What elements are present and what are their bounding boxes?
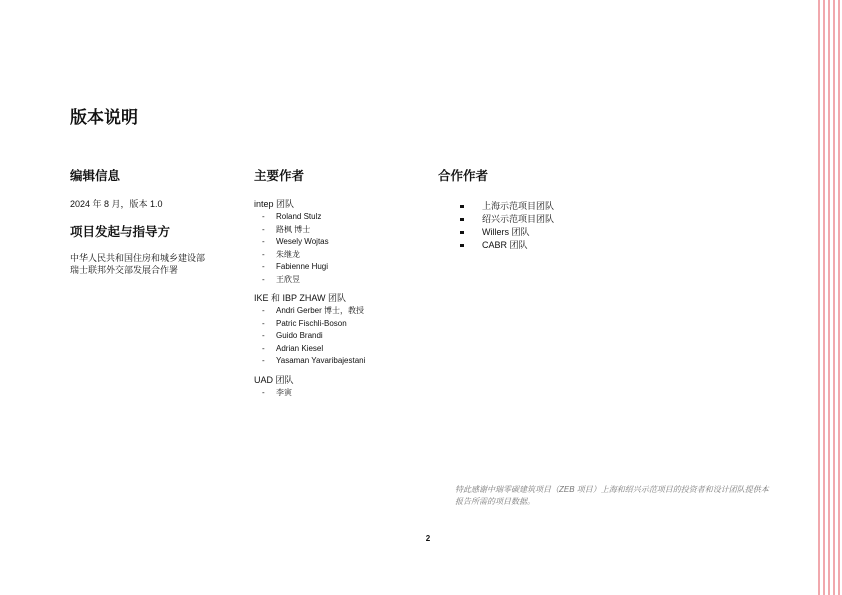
dash-marker: - bbox=[262, 343, 265, 353]
author-group-intep bbox=[254, 198, 424, 286]
square-bullet-icon bbox=[460, 205, 464, 209]
list-item bbox=[254, 318, 424, 331]
list-item bbox=[438, 213, 638, 226]
decorative-edge-stripes bbox=[816, 0, 842, 595]
author-name: 朱继龙 bbox=[276, 249, 300, 259]
edit-info-column bbox=[70, 168, 240, 276]
list-item bbox=[254, 330, 424, 343]
co-authors-column bbox=[438, 168, 638, 252]
square-bullet-icon bbox=[460, 244, 464, 248]
edition-date: 2024 年 8 月，版本 1.0 bbox=[70, 199, 163, 209]
dash-marker: - bbox=[262, 224, 265, 234]
author-group-uad bbox=[254, 374, 424, 400]
list-item bbox=[438, 239, 638, 252]
list-item bbox=[254, 236, 424, 249]
co-author-name: 上海示范项目团队 bbox=[482, 201, 555, 211]
co-authors-heading: 合作作者 bbox=[438, 169, 489, 183]
list-item bbox=[254, 305, 424, 318]
co-author-name: 绍兴示范项目团队 bbox=[482, 214, 555, 224]
list-item bbox=[254, 211, 424, 224]
list-item bbox=[254, 274, 424, 287]
list-item bbox=[438, 200, 638, 213]
list-item bbox=[254, 249, 424, 262]
square-bullet-icon bbox=[460, 231, 464, 235]
co-author-list bbox=[438, 200, 638, 252]
author-name: 路枫 博士 bbox=[276, 224, 311, 234]
list-item bbox=[254, 355, 424, 368]
author-name: Roland Stulz bbox=[276, 212, 322, 221]
dash-marker: - bbox=[262, 212, 265, 221]
dash-marker: - bbox=[262, 262, 265, 271]
author-name: Guido Brandi bbox=[276, 331, 323, 340]
list-item bbox=[254, 224, 424, 237]
author-name: Fabienne Hugi bbox=[276, 262, 329, 271]
page-number: 2 bbox=[425, 534, 431, 543]
author-list bbox=[254, 387, 424, 400]
main-authors-column bbox=[254, 168, 424, 399]
dash-marker: - bbox=[262, 387, 265, 397]
sponsor-heading: 项目发起与指导方 bbox=[70, 225, 171, 239]
co-author-name: CABR 团队 bbox=[482, 240, 528, 250]
author-name: Yasaman Yavaribajestani bbox=[276, 356, 366, 365]
author-group-ike-ibp bbox=[254, 292, 424, 368]
dash-marker: - bbox=[262, 274, 265, 284]
author-name: Adrian Kiesel bbox=[276, 343, 324, 353]
acknowledgement-note: 特此感谢中瑞零碳建筑项目（ZEB 项目）上海和绍兴示范项目的投资者和设计团队提供本报告所需的项目数据。 bbox=[455, 485, 769, 506]
author-list bbox=[254, 305, 424, 368]
dash-marker: - bbox=[262, 237, 265, 246]
author-list bbox=[254, 211, 424, 286]
list-item bbox=[254, 387, 424, 400]
list-item bbox=[438, 226, 638, 239]
author-group-title: UAD 团队 bbox=[254, 374, 294, 385]
edit-info-heading: 编辑信息 bbox=[70, 169, 121, 183]
author-name: Wesely Wojtas bbox=[276, 237, 329, 246]
list-item bbox=[254, 261, 424, 274]
author-group-title: IKE 和 IBP ZHAW 团队 bbox=[254, 293, 347, 303]
dash-marker: - bbox=[262, 356, 265, 365]
main-authors-heading: 主要作者 bbox=[254, 169, 305, 183]
list-item bbox=[254, 343, 424, 356]
co-author-name: Willers 团队 bbox=[482, 227, 530, 237]
dash-marker: - bbox=[262, 331, 265, 340]
sponsor-list bbox=[70, 252, 240, 276]
dash-marker: - bbox=[262, 249, 265, 259]
author-name: Andri Gerber 博士，教授 bbox=[276, 306, 365, 315]
author-name: 王欣昱 bbox=[276, 274, 300, 284]
sponsor-line: 瑞士联邦外交部发展合作署 bbox=[70, 265, 179, 275]
dash-marker: - bbox=[262, 306, 265, 315]
author-group-title: intep 团队 bbox=[254, 199, 295, 209]
author-name: Patric Fischli-Boson bbox=[276, 318, 347, 328]
square-bullet-icon bbox=[460, 218, 464, 222]
sponsor-line: 中华人民共和国住房和城乡建设部 bbox=[70, 253, 206, 263]
page-title: 版本说明 bbox=[70, 108, 138, 127]
author-name: 李寅 bbox=[276, 387, 292, 397]
dash-marker: - bbox=[262, 318, 265, 328]
